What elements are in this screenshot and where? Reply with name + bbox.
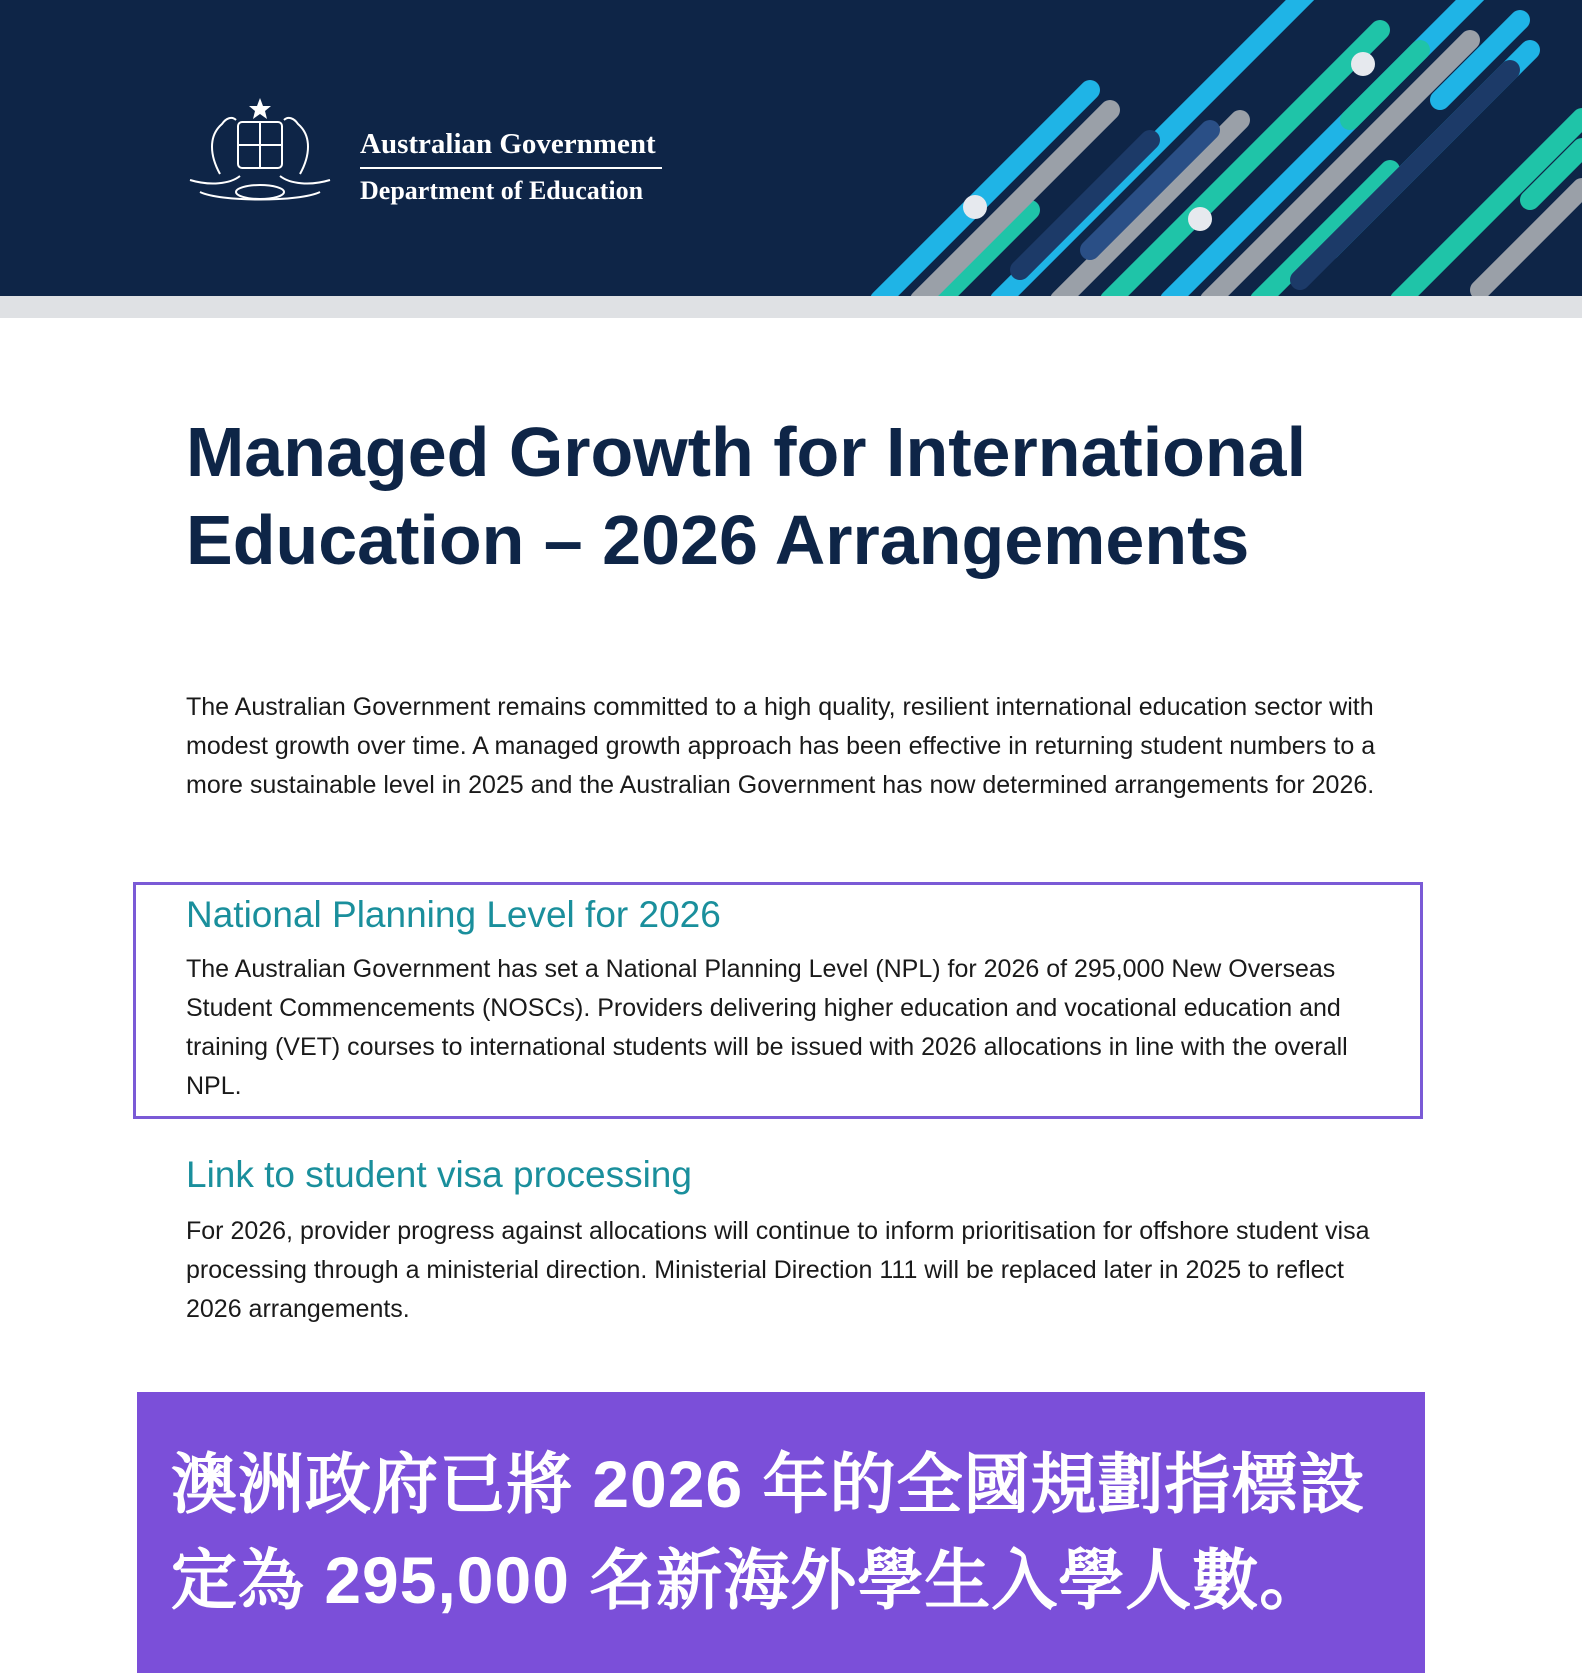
- caption-banner: [137, 1392, 1425, 1673]
- section-body-npl: The Australian Government has set a National Planning Level (NPL) for 2026 of 295,000 New Overseas Student Commencements (NOSCs). Providers delivering higher education and vocational education and training (VET) courses to international students will be issued with 2026 allocations in line with the overall NPL.: [186, 955, 1348, 1100]
- section-body-visa: For 2026, provider progress against allocations will continue to inform prioritisation for offshore student visa processing through a ministerial direction. Ministerial Direction 111 will be replaced later in 2025 to reflect 2026 arrangements.: [186, 1217, 1370, 1323]
- section-heading-npl: National Planning Level for 2026: [186, 894, 721, 935]
- page-title: Managed Growth for International Education – 2026 Arrangements: [186, 413, 1307, 579]
- caption-text: 澳洲政府已將 2026 年的全國規劃指標設定為 295,000 名新海外學生入學人數。: [171, 1447, 1366, 1617]
- document-header: [0, 0, 1582, 296]
- coat-of-arms-icon: [180, 96, 340, 212]
- section-heading-visa: Link to student visa processing: [186, 1154, 692, 1195]
- logo-divider: [360, 167, 662, 169]
- org-name: Australian Government: [360, 128, 656, 160]
- dept-name: Department of Education: [360, 176, 644, 205]
- intro-paragraph: The Australian Government remains committed to a high quality, resilient international education sector with modest growth over time. A managed growth approach has been effective in returning student numbers to a more sustainable level in 2025 and the Australian Government has now determined arrangements for 2026.: [186, 693, 1376, 799]
- header-divider-band: [0, 296, 1582, 318]
